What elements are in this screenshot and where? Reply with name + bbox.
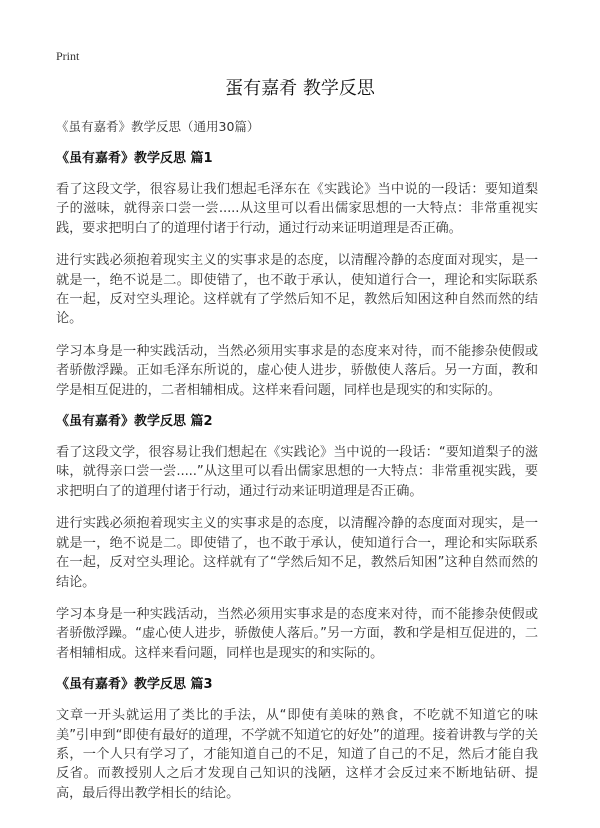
paragraph: 看了这段文学，很容易让我们想起在《实践论》当中说的一段话：“要知道梨子的滋味，就得亲口尝一尝.....”从这里可以看出儒家思想的一大特点：非常重视实践，要求把明白了的道理付诸于行动，通过行动来证明道理是否正确。 [56, 445, 538, 499]
section-heading: 《虽有嘉肴》教学反思 篇3 [56, 677, 213, 693]
paragraph: 进行实践必须抱着现实主义的实事求是的态度，以清醒冷静的态度面对现实，是一就是一，绝不说是二。即使错了，也不敢于承认，使知道行合一，理论和实际联系在一起，反对空头理论。这样就有了“学然后知不足，教然后知困”这种自然而然的结论。 [56, 516, 538, 590]
document-subtitle: 《虽有嘉肴》教学反思（通用30篇） [56, 119, 260, 134]
page-title: 蛋有嘉肴 教学反思 [225, 78, 375, 99]
paragraph: 进行实践必须抱着现实主义的实事求是的态度，以清醒冷静的态度面对现实，是一就是一，绝不说是二。即使错了，也不敢于承认，使知道行合一，理论和实际联系在一起，反对空头理论。这样就有了学然后知不足，教然后知困这种自然而然的结论。 [56, 253, 538, 327]
paragraph: 看了这段文学，很容易让我们想起毛泽东在《实践论》当中说的一段话：要知道梨子的滋味，就得亲口尝一尝.....从这里可以看出儒家思想的一大特点：非常重视实践，要求把明白了的道理付诸于行动，通过行动来证明道理是否正确。 [56, 182, 538, 236]
section-heading: 《虽有嘉肴》教学反思 篇1 [56, 151, 213, 166]
section-3 [56, 676, 538, 803]
paragraph: 学习本身是一种实践活动，当然必须用实事求是的态度来对待，而不能掺杂使假或者骄傲浮躁。正如毛泽东所说的，虚心使人进步，骄傲使人落后。另一方面，教和学是相互促进的，二者相辅相成。这样来看问题，同样也是现实的和实际的。 [56, 343, 538, 398]
print-link[interactable]: Print [56, 49, 80, 63]
section-1 [56, 150, 538, 400]
paragraph: 文章一开头就运用了类比的手法，从“即使有美味的熟食，不吃就不知道它的味美”引申到“即使有最好的道理，不学就不知道它的好处”的道理。接着讲教与学的关系，一个人只有学习了，才能知道自己的不足，知道了自己的不足，然后才能自我反省。而教授别人之后才发现自己知识的浅陋，这样才会反过来不断地钻研、提高，最后得出教学相长的结论。 [56, 708, 538, 801]
section-heading: 《虽有嘉肴》教学反思 篇2 [56, 414, 213, 430]
paragraph: 学习本身是一种实践活动，当然必须用实事求是的态度来对待，而不能掺杂使假或者骄傲浮躁。“虚心使人进步，骄傲使人落后。”另一方面，教和学是相互促进的，二者相辅相成。这样来看问题，同样也是现实的和实际的。 [56, 606, 538, 661]
section-2 [56, 413, 538, 663]
document-body [56, 118, 538, 816]
